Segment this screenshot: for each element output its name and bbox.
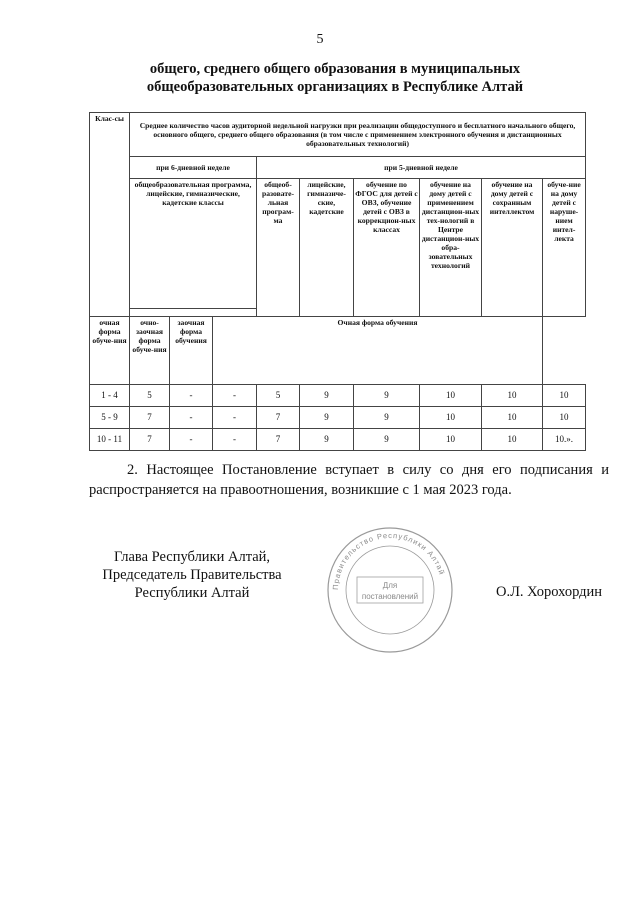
form-part-time: очно-заочная форма обуче-ния <box>130 317 170 385</box>
table-row <box>90 407 586 429</box>
value-cell: 9 <box>354 407 420 429</box>
grade-cell: 1 - 4 <box>90 385 130 407</box>
grade-cell: 10 - 11 <box>90 429 130 451</box>
effective-date-paragraph <box>89 460 609 500</box>
seal-center-line-2: постановлений <box>361 592 419 601</box>
six-day-week-header: при 6-дневной неделе <box>130 157 257 179</box>
value-cell: 7 <box>130 407 170 429</box>
value-cell: 10 <box>482 385 543 407</box>
table-row <box>90 385 586 407</box>
page-title <box>70 60 600 96</box>
value-cell: - <box>213 407 257 429</box>
value-cell: 10 <box>482 429 543 451</box>
six-day-program-header: общеобразовательная программа, лицейские, гимназические, кадетские классы <box>130 179 257 309</box>
title-line-1: общего, среднего общего образования в муниципальных <box>149 61 521 77</box>
value-cell: 10 <box>420 429 482 451</box>
study-load-table <box>89 112 586 451</box>
value-cell: - <box>170 385 213 407</box>
five-day-col-home-intact: обучение на дому детей с сохранным интеллектом <box>482 179 543 317</box>
position-line-3: Республики Алтай <box>134 585 250 601</box>
five-day-col-lyceum: лицейские, гимназиче-ские, кадетские <box>300 179 354 317</box>
value-cell: - <box>170 407 213 429</box>
value-cell: 10 <box>420 385 482 407</box>
main-header: Среднее количество часов аудиторной недельной нагрузки при реализации общедоступного и бесплатного начального общего, основного общего, среднего общего образования (в том числе с применением электронного обучения и дистанционных образовательных технологий) <box>130 113 586 157</box>
value-cell: 9 <box>354 429 420 451</box>
value-cell: 7 <box>257 407 300 429</box>
table-row <box>90 429 586 451</box>
signatory-name: О.Л. Хорохордин <box>496 584 603 600</box>
value-cell: 7 <box>257 429 300 451</box>
form-distance: заочная форма обучения <box>170 317 213 385</box>
five-day-col-home-impaired: обуче-ние на дому детей с наруше-нием интел-лекта <box>543 179 586 317</box>
value-cell: 5 <box>130 385 170 407</box>
value-cell: 10 <box>482 407 543 429</box>
form-full-time: очная форма обуче-ния <box>90 317 130 385</box>
paragraph-line-1: 2. Настоящее Постановление вступает в силу со дня его подписания и <box>127 462 609 478</box>
position-line-2: Председатель Правительства <box>102 567 282 583</box>
five-day-col-fgos-ovz: обучение по ФГОС для детей с ОВЗ, обучение детей с ОВЗ в коррекцион-ных классах <box>354 179 420 317</box>
seal-center-line-1: Для <box>382 581 398 590</box>
five-day-col-general: общеоб-разовате-льная програм-ма <box>257 179 300 317</box>
value-cell: 10 <box>420 407 482 429</box>
classes-header: Клас-сы <box>90 113 130 317</box>
official-seal <box>325 525 455 655</box>
value-cell: - <box>170 429 213 451</box>
value-cell: 10 <box>543 385 586 407</box>
value-cell: 7 <box>130 429 170 451</box>
position-line-1: Глава Республики Алтай, <box>113 549 271 565</box>
value-cell: 9 <box>300 407 354 429</box>
value-cell: - <box>213 429 257 451</box>
value-cell: 10 <box>543 407 586 429</box>
page-number: 5 <box>316 32 324 47</box>
title-line-2: общеобразовательных организациях в Республике Алтай <box>146 79 524 95</box>
value-cell: - <box>213 385 257 407</box>
paragraph-line-2: распространяется на правоотношения, возникшие с 1 мая 2023 года. <box>89 482 512 498</box>
value-cell: 9 <box>300 385 354 407</box>
five-day-week-header: при 5-дневной неделе <box>257 157 586 179</box>
value-cell: 9 <box>354 385 420 407</box>
full-time-label: Очная форма обучения <box>213 317 543 385</box>
seal-outer-text: Правительство Республики Алтай <box>330 530 447 591</box>
value-cell: 9 <box>300 429 354 451</box>
value-cell: 10.». <box>543 429 586 451</box>
signatory-position <box>92 548 292 602</box>
grade-cell: 5 - 9 <box>90 407 130 429</box>
value-cell: 5 <box>257 385 300 407</box>
five-day-col-home-distance: обучение на дому детей с применением дистанцион-ных тех-нологий в Центре дистанцион-ных обра-зовательных технологий <box>420 179 482 317</box>
